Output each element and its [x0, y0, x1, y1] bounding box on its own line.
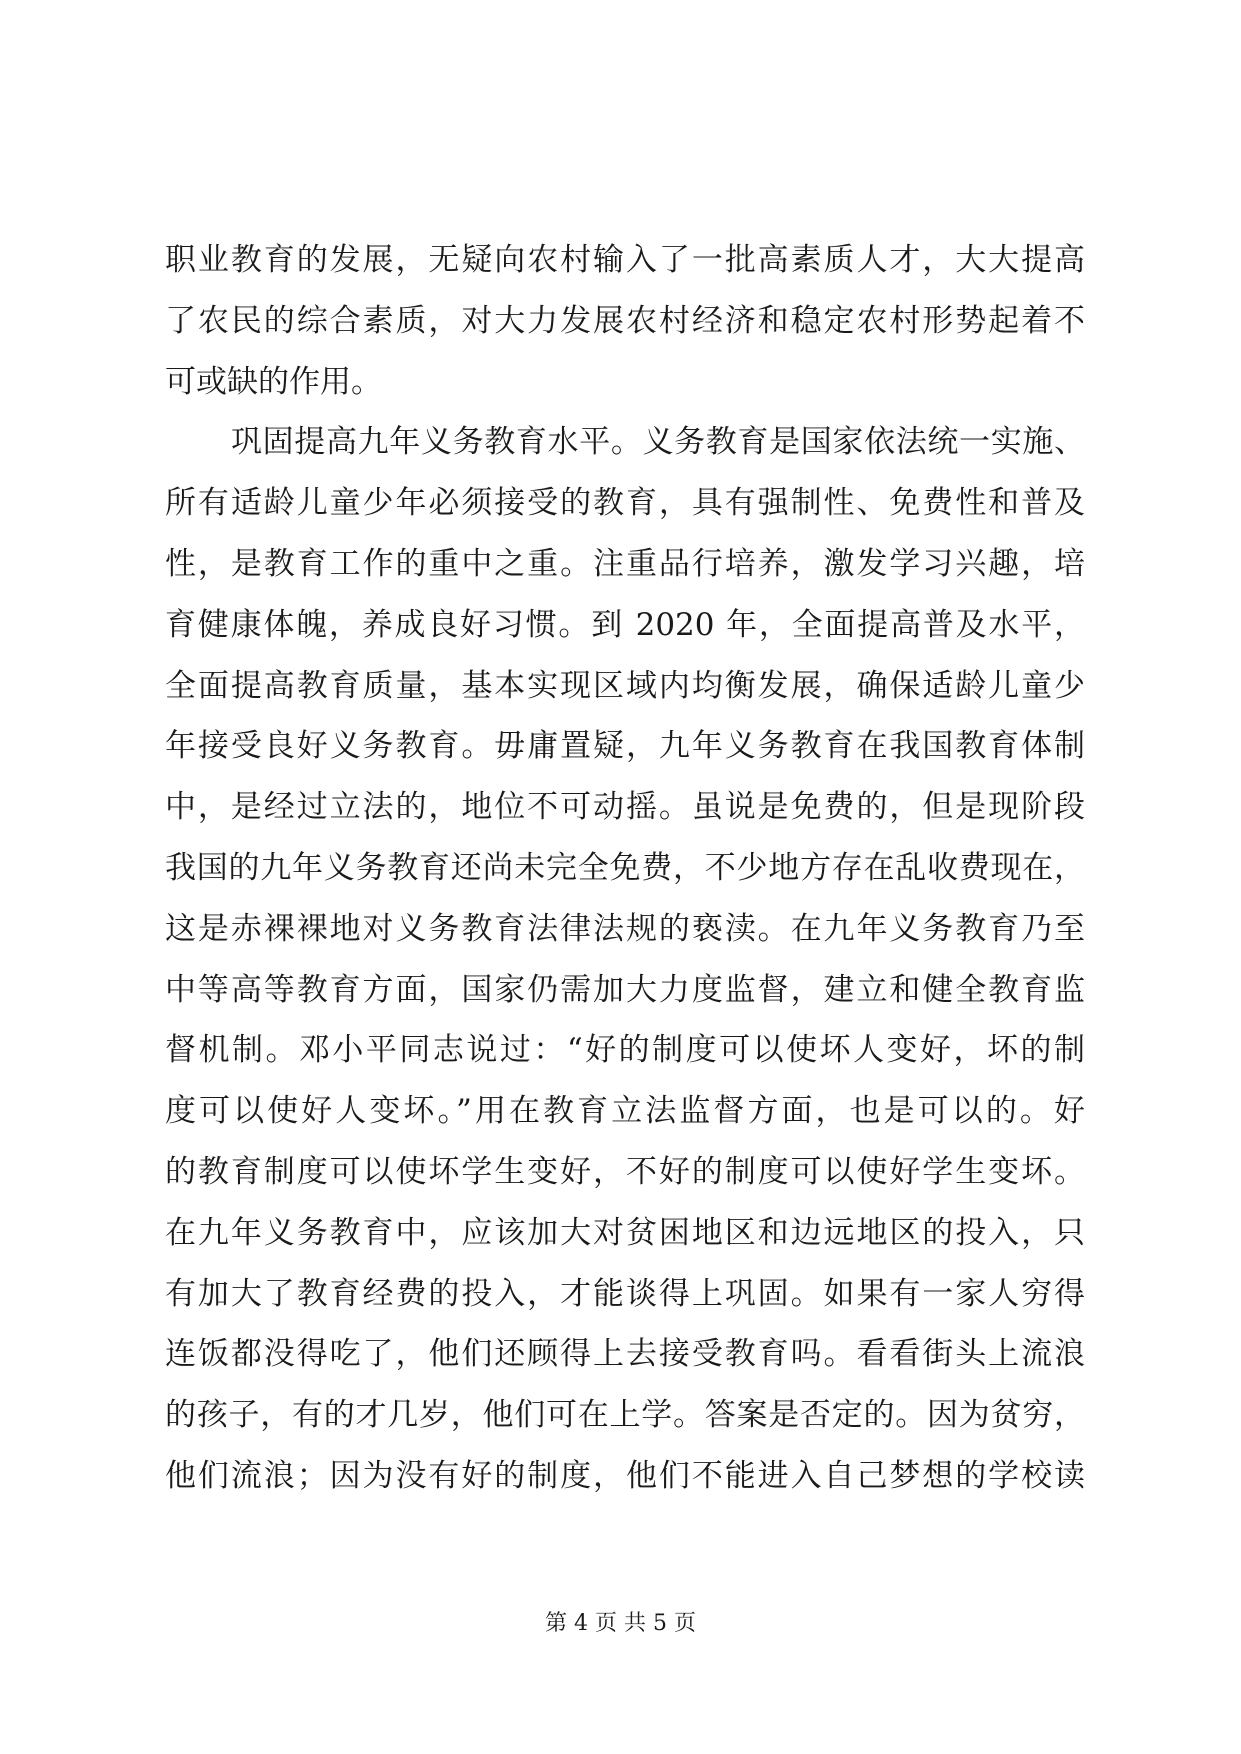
text-line: 连饭都没得吃了，他们还顾得上去接受教育吗。看看街头上流浪	[165, 1336, 1085, 1373]
text-line: 所有适龄儿童少年必须接受的教育，具有强制性、免费性和普及	[165, 485, 1085, 522]
text-line: 年接受良好义务教育。毋庸置疑，九年义务教育在我国教育体制	[165, 728, 1085, 765]
text-line: 育健康体魄，养成良好习惯。到 2020 年，全面提高普及水平，	[165, 606, 1085, 643]
paragraph-first-line: 巩固提高九年义务教育水平。义务教育是国家依法统一实施、	[231, 424, 1085, 461]
text-line: 可或缺的作用。	[165, 363, 382, 400]
text-line: 度可以使好人变坏。”用在教育立法监督方面，也是可以的。好	[165, 1093, 1085, 1130]
text-line: 有加大了教育经费的投入，才能谈得上巩固。如果有一家人穷得	[165, 1275, 1085, 1312]
text-line: 职业教育的发展，无疑向农村输入了一批高素质人才，大大提高	[165, 242, 1085, 278]
text-line: 我国的九年义务教育还尚未完全免费，不少地方存在乱收费现在，	[165, 849, 1085, 886]
text-line: 性，是教育工作的重中之重。注重品行培养，激发学习兴趣，培	[165, 545, 1085, 582]
body-text	[165, 230, 1085, 1507]
text-line: 全面提高教育质量，基本实现区域内均衡发展，确保适龄儿童少	[165, 667, 1085, 704]
text-line: 了农民的综合素质，对大力发展农村经济和稳定农村形势起着不	[165, 302, 1085, 339]
text-line: 督机制。邓小平同志说过：“好的制度可以使坏人变好，坏的制	[165, 1032, 1085, 1069]
text-line: 他们流浪；因为没有好的制度，他们不能进入自己梦想的学校读	[165, 1457, 1085, 1494]
text-line: 这是赤裸裸地对义务教育法律法规的亵渎。在九年义务教育乃至	[165, 910, 1085, 947]
text-line: 中，是经过立法的，地位不可动摇。虽说是免费的，但是现阶段	[165, 789, 1085, 826]
text-line: 在九年义务教育中，应该加大对贫困地区和边远地区的投入，只	[165, 1214, 1085, 1251]
page-number-footer: 第 4 页 共 5 页	[545, 1611, 696, 1636]
text-line: 中等高等教育方面，国家仍需加大力度监督，建立和健全教育监	[165, 971, 1085, 1008]
text-line: 的孩子，有的才几岁，他们可在上学。答案是否定的。因为贫穷，	[165, 1397, 1085, 1434]
text-line: 的教育制度可以使坏学生变好，不好的制度可以使好学生变坏。	[165, 1153, 1085, 1190]
